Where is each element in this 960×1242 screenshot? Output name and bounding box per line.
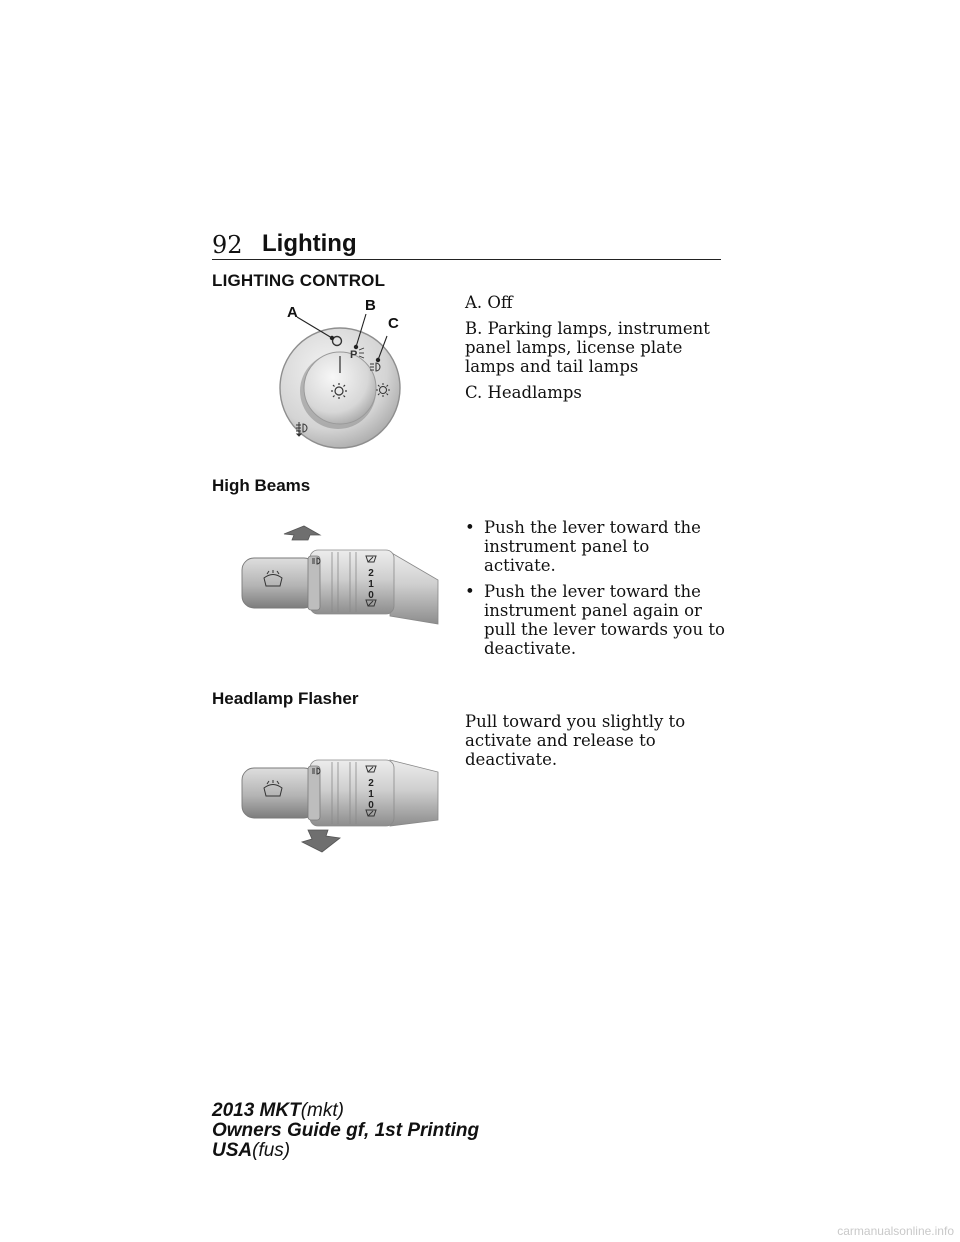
- section-title-lighting-control: LIGHTING CONTROL: [212, 271, 386, 290]
- legend-item-c: C. Headlamps: [465, 383, 582, 402]
- pull-direction-arrow: [302, 830, 340, 852]
- lever-end-cap: [242, 558, 316, 608]
- legend-item-b: B. Parking lamps, instrument panel lamps, license plate lamps and tail lamps: [465, 319, 710, 376]
- lighting-control-legend: [465, 293, 723, 402]
- footer-model-line: 2013 MKT(mkt): [212, 1100, 344, 1121]
- wiper-position-1: 1: [368, 789, 374, 800]
- high-beams-bullet-list: [465, 518, 725, 658]
- lever-stalk: [310, 550, 394, 614]
- watermark: carmanualsonline.info: [837, 1224, 954, 1238]
- callout-label-a: A: [287, 304, 298, 321]
- header-divider: [212, 259, 721, 260]
- wiper-position-0: 0: [368, 590, 374, 601]
- wiper-position-0: 0: [368, 800, 374, 811]
- headlamp-flasher-lever-diagram: [240, 748, 440, 858]
- document-footer: [212, 1101, 479, 1161]
- list-item: • Push the lever toward the instrument panel to activate.: [465, 518, 701, 575]
- lever-end-cap: [242, 768, 316, 818]
- section-title-high-beams: High Beams: [212, 476, 311, 495]
- legend-item-a: A. Off: [465, 293, 513, 312]
- chapter-title: Lighting: [262, 230, 357, 257]
- callout-dot-a: [330, 336, 334, 340]
- headlamp-flasher-text: Pull toward you slightly to activate and release to deactivate.: [465, 712, 686, 769]
- high-beam-lever-diagram: [240, 520, 440, 630]
- high-beams-instructions: [465, 518, 725, 665]
- wiper-position-2: 2: [368, 778, 374, 789]
- lever-stalk: [310, 760, 394, 826]
- parking-lamp-symbol: P: [350, 349, 358, 361]
- callout-label-c: C: [388, 315, 399, 332]
- list-item: • Push the lever toward the instrument panel again or pull the lever towards you to deactivate.: [465, 582, 725, 658]
- section-title-headlamp-flasher: Headlamp Flasher: [212, 689, 359, 708]
- callout-dot-b: [354, 345, 358, 349]
- footer-printing-line: Owners Guide gf, 1st Printing: [212, 1120, 480, 1141]
- callout-label-b: B: [365, 297, 376, 314]
- lighting-control-knob-diagram: [270, 290, 420, 470]
- wiper-position-2: 2: [368, 568, 374, 579]
- wiper-position-1: 1: [368, 579, 374, 590]
- callout-dot-c: [376, 358, 380, 362]
- push-direction-arrow: [284, 526, 320, 540]
- footer-region-line: USA(fus): [212, 1140, 291, 1161]
- page-number: 92: [212, 231, 243, 259]
